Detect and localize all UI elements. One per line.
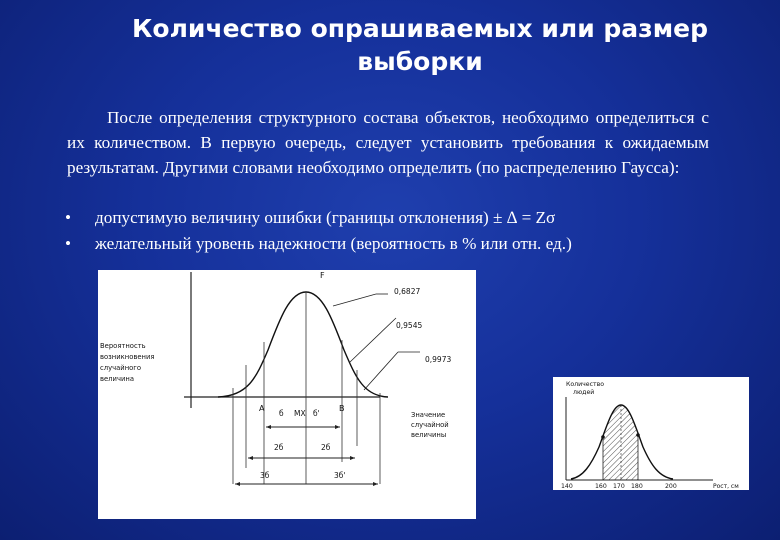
three-sigma-right-label: 3б' — [334, 471, 346, 480]
tick-140: 140 — [561, 483, 573, 490]
arrowhead — [248, 456, 253, 460]
sigma-left-label: б — [279, 409, 284, 418]
two-sigma-right-label: 2б — [321, 443, 331, 452]
ylabel-line-1: Вероятность — [100, 342, 146, 350]
intro-paragraph-text: После определения структурного состава объектов, необходимо определиться с их количеством. В первую очередь, следует установить требования к ожидаемым результатам. Другими словами необходимо определить (по распределению Гаусса): — [67, 108, 709, 178]
arrowhead — [266, 425, 271, 429]
point-marker — [601, 435, 605, 439]
arrowhead — [350, 456, 355, 460]
gauss-distribution-svg — [98, 270, 476, 519]
height-distribution-figure — [553, 377, 749, 490]
sigma-right-label: б' — [313, 409, 320, 418]
ylabel-line-3: случайного — [100, 364, 142, 372]
right-ylabel-line-2: людей — [573, 389, 595, 396]
mean-label: МХ — [294, 409, 306, 418]
title-line-1: Количество опрашиваемых или размер — [132, 14, 708, 43]
bell-curve — [218, 292, 388, 397]
f-axis-label: F — [320, 271, 325, 280]
xlabel-line-3: величины — [411, 431, 447, 439]
intro-paragraph — [67, 105, 709, 181]
bullet-error-margin-text: допустимую величину ошибки (границы отклонения) ± ∆ = Zσ — [95, 208, 556, 227]
right-ylabel-line-1: Количество — [566, 381, 605, 388]
point-marker — [636, 433, 640, 437]
bullet-dot-icon: • — [65, 208, 72, 227]
tick-170: 170 — [613, 483, 625, 490]
xlabel-line-1: Значение — [411, 411, 446, 419]
arrowhead — [335, 425, 340, 429]
tick-180: 180 — [631, 483, 643, 490]
leader-3 — [364, 352, 398, 390]
prob-label-2: 0,9545 — [396, 321, 423, 330]
leader-1 — [333, 294, 376, 306]
ylabel-line-4: величина — [100, 375, 134, 383]
prob-label-1: 0,6827 — [394, 287, 421, 296]
bullet-dot-icon: • — [65, 234, 72, 253]
tick-200: 200 — [665, 483, 677, 490]
arrowhead — [373, 482, 378, 486]
hatched-area — [603, 405, 638, 480]
point-a-label: А — [259, 404, 265, 413]
slide-title — [60, 12, 780, 78]
arrowhead — [235, 482, 240, 486]
tick-160: 160 — [595, 483, 607, 490]
height-distribution-svg — [553, 377, 749, 490]
xlabel-line-2: случайной — [411, 421, 449, 429]
title-line-2: выборки — [357, 47, 483, 76]
bullet-reliability-text: желательный уровень надежности (вероятность в % или отн. ед.) — [95, 234, 572, 253]
bullet-error-margin — [65, 205, 555, 230]
two-sigma-left-label: 2б — [274, 443, 284, 452]
three-sigma-left-label: 3б — [260, 471, 270, 480]
gauss-distribution-figure — [98, 270, 476, 519]
ylabel-line-2: возникновения — [100, 353, 155, 361]
leader-2 — [350, 318, 396, 362]
right-xlabel: Рост, см — [713, 483, 739, 490]
bullet-reliability — [65, 231, 572, 256]
point-b-label: В — [339, 404, 345, 413]
prob-label-3: 0,9973 — [425, 355, 452, 364]
